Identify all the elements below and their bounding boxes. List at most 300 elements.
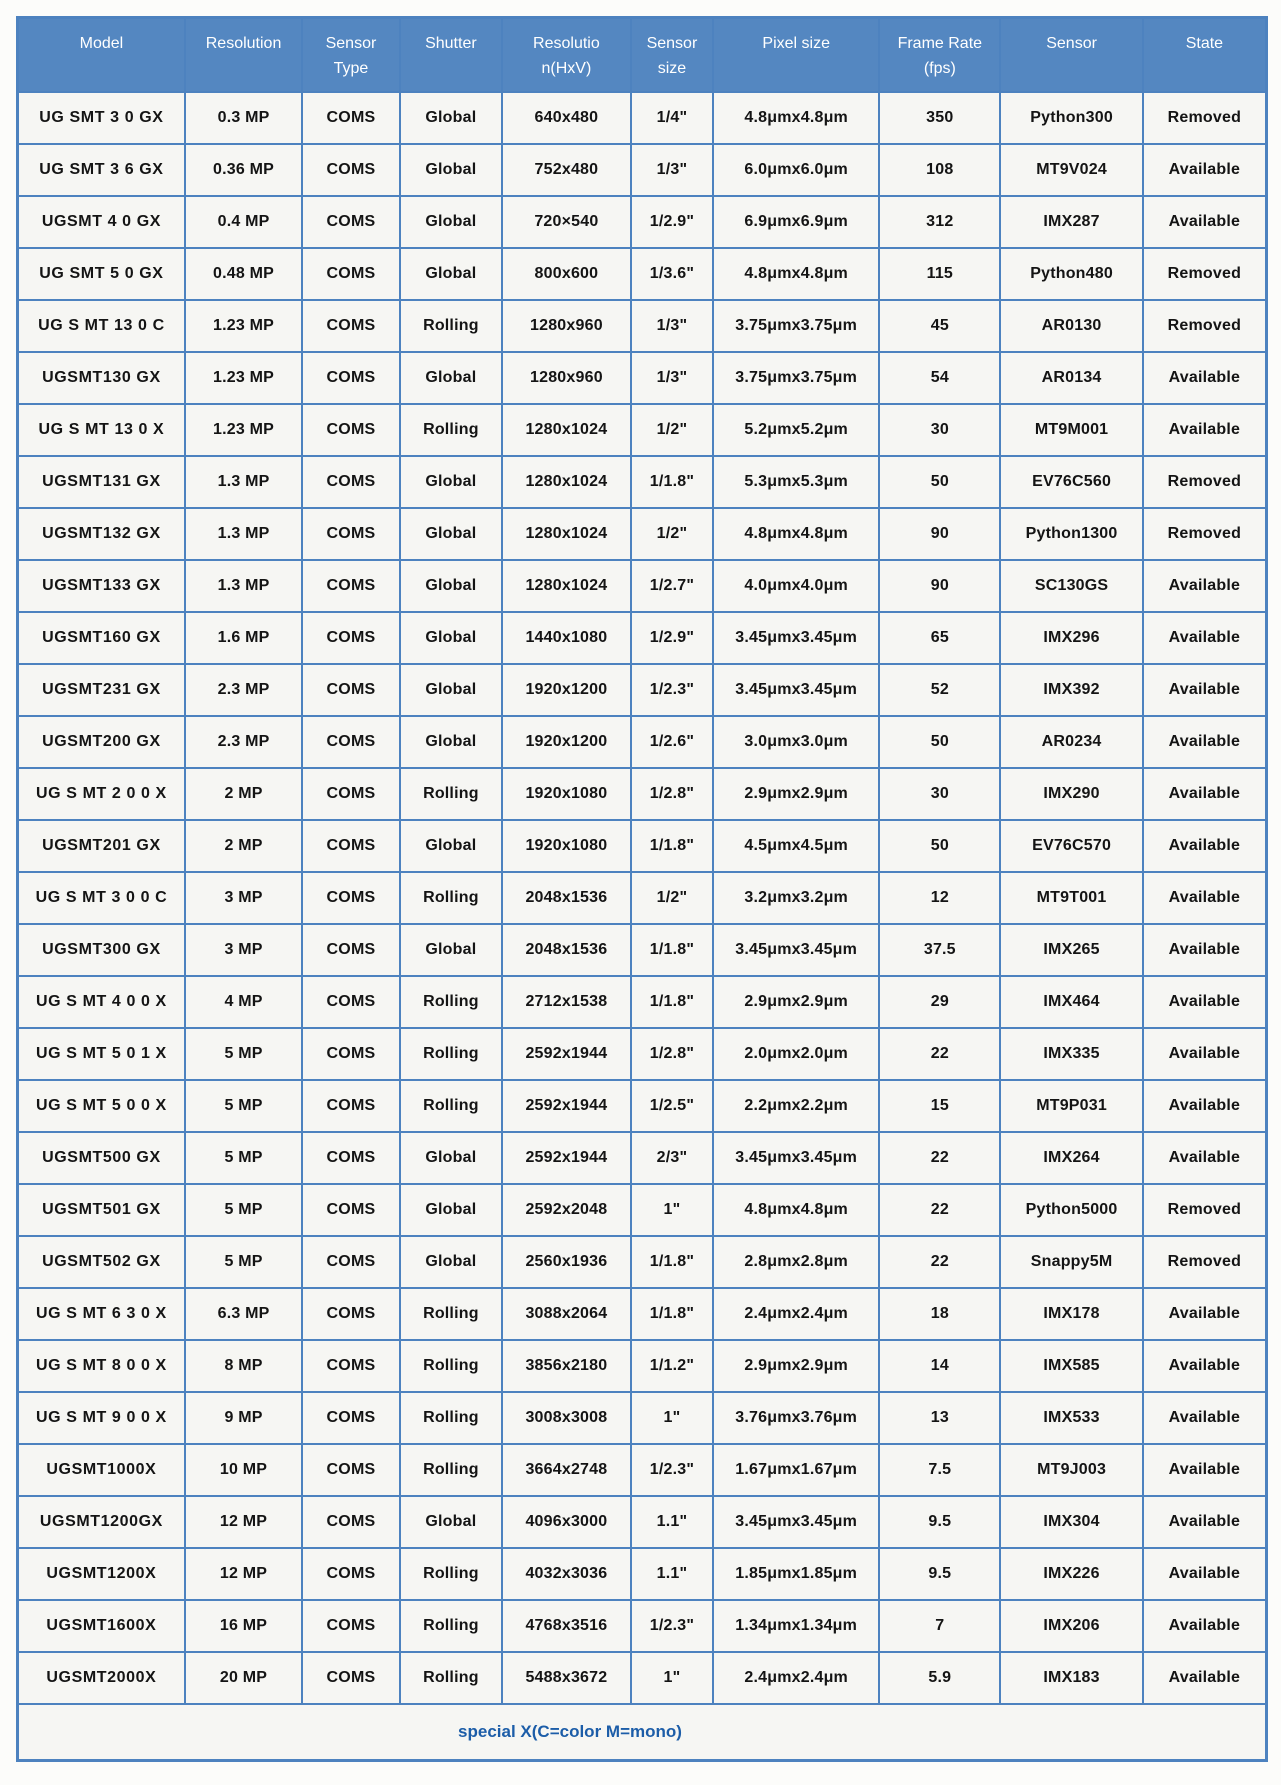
cell-sensor-type: COMS xyxy=(302,1184,399,1236)
table-header xyxy=(18,18,1267,92)
cell-pixel-size: 1.67μmx1.67μm xyxy=(713,1444,879,1496)
cell-frame-rate: 54 xyxy=(879,352,1000,404)
cell-state: Available xyxy=(1143,196,1267,248)
cell-frame-rate: 15 xyxy=(879,1080,1000,1132)
cell-sensor: IMX392 xyxy=(1000,664,1142,716)
cell-model: UG S MT 3 0 0 C xyxy=(18,872,185,924)
cell-sensor: IMX335 xyxy=(1000,1028,1142,1080)
header-label: Sensor xyxy=(1046,35,1097,52)
cell-resolution-hxv: 3856x2180 xyxy=(502,1340,631,1392)
cell-sensor-type: COMS xyxy=(302,1132,399,1184)
table-row xyxy=(18,1600,1267,1652)
cell-sensor-type: COMS xyxy=(302,1444,399,1496)
cell-sensor-type: COMS xyxy=(302,508,399,560)
cell-state: Available xyxy=(1143,1600,1267,1652)
table-row xyxy=(18,92,1267,144)
cell-resolution-hxv: 2592x2048 xyxy=(502,1184,631,1236)
table-row xyxy=(18,612,1267,664)
cell-pixel-size: 2.2μmx2.2μm xyxy=(713,1080,879,1132)
cell-resolution: 4 MP xyxy=(185,976,302,1028)
cell-state: Available xyxy=(1143,716,1267,768)
cell-resolution: 2.3 MP xyxy=(185,664,302,716)
column-header-resolution-hxv xyxy=(502,18,631,92)
header-label: State xyxy=(1185,35,1224,52)
table-row xyxy=(18,144,1267,196)
cell-shutter: Rolling xyxy=(400,768,502,820)
cell-frame-rate: 29 xyxy=(879,976,1000,1028)
cell-resolution: 1.6 MP xyxy=(185,612,302,664)
cell-resolution: 1.3 MP xyxy=(185,508,302,560)
cell-model: UG S MT 5 0 1 X xyxy=(18,1028,185,1080)
cell-sensor-size: 1" xyxy=(631,1652,713,1704)
cell-model: UGSMT132 GX xyxy=(18,508,185,560)
cell-state: Available xyxy=(1143,1496,1267,1548)
cell-sensor-type: COMS xyxy=(302,1080,399,1132)
cell-resolution: 0.3 MP xyxy=(185,92,302,144)
cell-shutter: Rolling xyxy=(400,300,502,352)
cell-sensor: AR0234 xyxy=(1000,716,1142,768)
cell-frame-rate: 12 xyxy=(879,872,1000,924)
sensor-models-table-wrap xyxy=(16,16,1268,1762)
cell-frame-rate: 13 xyxy=(879,1392,1000,1444)
cell-shutter: Global xyxy=(400,508,502,560)
header-label: Sensor xyxy=(646,35,698,52)
cell-pixel-size: 4.8μmx4.8μm xyxy=(713,248,879,300)
cell-resolution: 1.23 MP xyxy=(185,300,302,352)
cell-frame-rate: 350 xyxy=(879,92,1000,144)
cell-state: Available xyxy=(1143,976,1267,1028)
cell-resolution: 5 MP xyxy=(185,1236,302,1288)
cell-pixel-size: 4.0μmx4.0μm xyxy=(713,560,879,612)
cell-resolution-hxv: 1280x1024 xyxy=(502,456,631,508)
cell-model: UGSMT 4 0 GX xyxy=(18,196,185,248)
cell-model: UGSMT131 GX xyxy=(18,456,185,508)
cell-sensor: MT9V024 xyxy=(1000,144,1142,196)
cell-resolution-hxv: 2048x1536 xyxy=(502,872,631,924)
cell-state: Available xyxy=(1143,1028,1267,1080)
header-label-line2: size xyxy=(657,59,687,77)
cell-state: Available xyxy=(1143,1444,1267,1496)
cell-model: UG S MT 6 3 0 X xyxy=(18,1288,185,1340)
cell-shutter: Global xyxy=(400,248,502,300)
cell-model: UGSMT200 GX xyxy=(18,716,185,768)
cell-sensor: IMX290 xyxy=(1000,768,1142,820)
cell-model: UGSMT130 GX xyxy=(18,352,185,404)
column-header-pixel-size xyxy=(713,18,879,92)
cell-state: Removed xyxy=(1143,456,1267,508)
cell-pixel-size: 3.76μmx3.76μm xyxy=(713,1392,879,1444)
cell-frame-rate: 90 xyxy=(879,508,1000,560)
cell-resolution: 0.4 MP xyxy=(185,196,302,248)
cell-frame-rate: 90 xyxy=(879,560,1000,612)
cell-resolution-hxv: 2592x1944 xyxy=(502,1132,631,1184)
cell-shutter: Rolling xyxy=(400,1288,502,1340)
cell-frame-rate: 22 xyxy=(879,1132,1000,1184)
cell-sensor-type: COMS xyxy=(302,560,399,612)
cell-frame-rate: 108 xyxy=(879,144,1000,196)
table-row xyxy=(18,1496,1267,1548)
cell-resolution: 9 MP xyxy=(185,1392,302,1444)
cell-sensor-size: 1/2.6" xyxy=(631,716,713,768)
header-row xyxy=(18,18,1267,92)
table-row xyxy=(18,456,1267,508)
cell-frame-rate: 37.5 xyxy=(879,924,1000,976)
cell-sensor: EV76C560 xyxy=(1000,456,1142,508)
cell-sensor-size: 1/1.2" xyxy=(631,1340,713,1392)
cell-shutter: Rolling xyxy=(400,976,502,1028)
cell-sensor-size: 1/1.8" xyxy=(631,976,713,1028)
cell-resolution-hxv: 4096x3000 xyxy=(502,1496,631,1548)
cell-frame-rate: 52 xyxy=(879,664,1000,716)
cell-resolution: 1.23 MP xyxy=(185,404,302,456)
cell-resolution-hxv: 1920x1200 xyxy=(502,664,631,716)
cell-shutter: Global xyxy=(400,1132,502,1184)
cell-sensor-size: 1" xyxy=(631,1184,713,1236)
cell-resolution-hxv: 4768x3516 xyxy=(502,1600,631,1652)
cell-resolution-hxv: 1280x960 xyxy=(502,352,631,404)
cell-resolution: 0.36 MP xyxy=(185,144,302,196)
cell-sensor-type: COMS xyxy=(302,404,399,456)
cell-model: UGSMT502 GX xyxy=(18,1236,185,1288)
cell-pixel-size: 3.45μmx3.45μm xyxy=(713,1496,879,1548)
header-label: Sensor xyxy=(325,35,377,52)
cell-model: UG S MT 13 0 X xyxy=(18,404,185,456)
cell-shutter: Rolling xyxy=(400,1652,502,1704)
cell-sensor-size: 1" xyxy=(631,1392,713,1444)
table-row xyxy=(18,404,1267,456)
cell-pixel-size: 2.9μmx2.9μm xyxy=(713,976,879,1028)
cell-resolution: 1.3 MP xyxy=(185,560,302,612)
cell-pixel-size: 6.9μmx6.9μm xyxy=(713,196,879,248)
cell-shutter: Global xyxy=(400,196,502,248)
cell-sensor-type: COMS xyxy=(302,144,399,196)
cell-resolution: 5 MP xyxy=(185,1132,302,1184)
cell-frame-rate: 65 xyxy=(879,612,1000,664)
cell-sensor: AR0134 xyxy=(1000,352,1142,404)
footer-note-cell xyxy=(18,1704,1267,1761)
cell-resolution: 16 MP xyxy=(185,1600,302,1652)
cell-pixel-size: 2.4μmx2.4μm xyxy=(713,1288,879,1340)
cell-sensor-type: COMS xyxy=(302,196,399,248)
cell-sensor-size: 1/3" xyxy=(631,144,713,196)
cell-sensor-type: COMS xyxy=(302,248,399,300)
cell-pixel-size: 5.3μmx5.3μm xyxy=(713,456,879,508)
cell-sensor: IMX183 xyxy=(1000,1652,1142,1704)
cell-sensor: IMX533 xyxy=(1000,1392,1142,1444)
cell-sensor: Python300 xyxy=(1000,92,1142,144)
cell-frame-rate: 22 xyxy=(879,1236,1000,1288)
cell-resolution: 0.48 MP xyxy=(185,248,302,300)
cell-state: Available xyxy=(1143,404,1267,456)
cell-model: UG SMT 3 6 GX xyxy=(18,144,185,196)
table-row xyxy=(18,820,1267,872)
cell-frame-rate: 30 xyxy=(879,404,1000,456)
cell-model: UGSMT500 GX xyxy=(18,1132,185,1184)
table-row xyxy=(18,1132,1267,1184)
cell-model: UG SMT 5 0 GX xyxy=(18,248,185,300)
cell-sensor-size: 1/2.3" xyxy=(631,1600,713,1652)
cell-shutter: Global xyxy=(400,612,502,664)
cell-sensor-type: COMS xyxy=(302,924,399,976)
cell-sensor-size: 1/2.3" xyxy=(631,664,713,716)
cell-resolution-hxv: 1440x1080 xyxy=(502,612,631,664)
cell-resolution: 3 MP xyxy=(185,872,302,924)
cell-resolution: 20 MP xyxy=(185,1652,302,1704)
cell-model: UG S MT 8 0 0 X xyxy=(18,1340,185,1392)
table-footer xyxy=(18,1704,1267,1761)
cell-pixel-size: 3.45μmx3.45μm xyxy=(713,1132,879,1184)
cell-sensor: IMX206 xyxy=(1000,1600,1142,1652)
cell-sensor-type: COMS xyxy=(302,1340,399,1392)
cell-sensor-size: 1/2.9" xyxy=(631,196,713,248)
cell-frame-rate: 22 xyxy=(879,1028,1000,1080)
cell-model: UGSMT1600X xyxy=(18,1600,185,1652)
cell-sensor-size: 1/2.5" xyxy=(631,1080,713,1132)
cell-pixel-size: 2.8μmx2.8μm xyxy=(713,1236,879,1288)
cell-sensor-type: COMS xyxy=(302,1600,399,1652)
cell-pixel-size: 4.8μmx4.8μm xyxy=(713,1184,879,1236)
cell-pixel-size: 3.0μmx3.0μm xyxy=(713,716,879,768)
header-label: Model xyxy=(79,35,124,52)
cell-state: Removed xyxy=(1143,508,1267,560)
cell-pixel-size: 1.34μmx1.34μm xyxy=(713,1600,879,1652)
cell-sensor: IMX296 xyxy=(1000,612,1142,664)
cell-sensor-type: COMS xyxy=(302,92,399,144)
cell-resolution-hxv: 720×540 xyxy=(502,196,631,248)
cell-sensor-size: 1/3" xyxy=(631,352,713,404)
cell-sensor-size: 1/2.8" xyxy=(631,768,713,820)
cell-pixel-size: 4.8μmx4.8μm xyxy=(713,92,879,144)
footer-note: special X(C=color M=mono) xyxy=(458,1721,682,1741)
cell-resolution-hxv: 1280x1024 xyxy=(502,508,631,560)
cell-sensor-size: 1/1.8" xyxy=(631,1288,713,1340)
column-header-state xyxy=(1143,18,1267,92)
cell-resolution: 6.3 MP xyxy=(185,1288,302,1340)
cell-resolution: 2 MP xyxy=(185,820,302,872)
cell-resolution: 1.3 MP xyxy=(185,456,302,508)
cell-state: Available xyxy=(1143,144,1267,196)
cell-resolution: 12 MP xyxy=(185,1496,302,1548)
cell-pixel-size: 2.9μmx2.9μm xyxy=(713,1340,879,1392)
cell-sensor: Python1300 xyxy=(1000,508,1142,560)
cell-shutter: Global xyxy=(400,1236,502,1288)
cell-resolution: 2 MP xyxy=(185,768,302,820)
cell-state: Available xyxy=(1143,1288,1267,1340)
cell-pixel-size: 2.9μmx2.9μm xyxy=(713,768,879,820)
cell-state: Available xyxy=(1143,1652,1267,1704)
cell-sensor: MT9T001 xyxy=(1000,872,1142,924)
table-row xyxy=(18,1080,1267,1132)
table-row xyxy=(18,716,1267,768)
cell-sensor: IMX226 xyxy=(1000,1548,1142,1600)
cell-sensor-type: COMS xyxy=(302,976,399,1028)
cell-model: UGSMT133 GX xyxy=(18,560,185,612)
cell-model: UGSMT160 GX xyxy=(18,612,185,664)
cell-sensor-size: 1/1.8" xyxy=(631,456,713,508)
table-row xyxy=(18,248,1267,300)
cell-shutter: Rolling xyxy=(400,1600,502,1652)
cell-state: Available xyxy=(1143,1392,1267,1444)
cell-shutter: Global xyxy=(400,560,502,612)
cell-state: Removed xyxy=(1143,1236,1267,1288)
cell-frame-rate: 50 xyxy=(879,456,1000,508)
cell-pixel-size: 3.75μmx3.75μm xyxy=(713,300,879,352)
column-header-sensor-type xyxy=(302,18,399,92)
cell-resolution: 12 MP xyxy=(185,1548,302,1600)
cell-resolution: 1.23 MP xyxy=(185,352,302,404)
cell-resolution-hxv: 4032x3036 xyxy=(502,1548,631,1600)
cell-sensor-size: 1/2.7" xyxy=(631,560,713,612)
cell-state: Removed xyxy=(1143,248,1267,300)
cell-model: UGSMT300 GX xyxy=(18,924,185,976)
cell-resolution-hxv: 752x480 xyxy=(502,144,631,196)
cell-pixel-size: 4.5μmx4.5μm xyxy=(713,820,879,872)
table-row xyxy=(18,508,1267,560)
column-header-sensor-size xyxy=(631,18,713,92)
cell-resolution-hxv: 2048x1536 xyxy=(502,924,631,976)
cell-state: Available xyxy=(1143,612,1267,664)
table-row xyxy=(18,872,1267,924)
header-label: Resolution xyxy=(205,35,282,52)
cell-sensor-type: COMS xyxy=(302,456,399,508)
header-label: Frame Rate xyxy=(897,35,983,52)
cell-model: UGSMT501 GX xyxy=(18,1184,185,1236)
table-row xyxy=(18,1444,1267,1496)
footer-row xyxy=(18,1704,1267,1761)
cell-sensor-size: 1/3" xyxy=(631,300,713,352)
cell-resolution: 5 MP xyxy=(185,1028,302,1080)
cell-model: UGSMT2000X xyxy=(18,1652,185,1704)
cell-state: Removed xyxy=(1143,300,1267,352)
table-row xyxy=(18,1548,1267,1600)
cell-shutter: Rolling xyxy=(400,1548,502,1600)
cell-state: Removed xyxy=(1143,92,1267,144)
cell-sensor-type: COMS xyxy=(302,612,399,664)
cell-shutter: Rolling xyxy=(400,404,502,456)
cell-sensor-size: 1/2" xyxy=(631,508,713,560)
table-row xyxy=(18,352,1267,404)
cell-sensor: AR0130 xyxy=(1000,300,1142,352)
cell-shutter: Rolling xyxy=(400,872,502,924)
cell-shutter: Global xyxy=(400,716,502,768)
cell-model: UG S MT 2 0 0 X xyxy=(18,768,185,820)
cell-sensor-size: 1/2" xyxy=(631,404,713,456)
cell-resolution-hxv: 1280x960 xyxy=(502,300,631,352)
cell-sensor: IMX464 xyxy=(1000,976,1142,1028)
cell-shutter: Global xyxy=(400,820,502,872)
table-row xyxy=(18,1340,1267,1392)
cell-sensor: SC130GS xyxy=(1000,560,1142,612)
column-header-frame-rate xyxy=(879,18,1000,92)
cell-shutter: Global xyxy=(400,924,502,976)
cell-shutter: Rolling xyxy=(400,1444,502,1496)
cell-resolution-hxv: 1920x1200 xyxy=(502,716,631,768)
table-row xyxy=(18,1652,1267,1704)
cell-shutter: Rolling xyxy=(400,1392,502,1444)
cell-frame-rate: 14 xyxy=(879,1340,1000,1392)
cell-pixel-size: 3.75μmx3.75μm xyxy=(713,352,879,404)
cell-resolution-hxv: 3664x2748 xyxy=(502,1444,631,1496)
cell-model: UG S MT 5 0 0 X xyxy=(18,1080,185,1132)
cell-frame-rate: 5.9 xyxy=(879,1652,1000,1704)
cell-resolution: 5 MP xyxy=(185,1080,302,1132)
cell-pixel-size: 4.8μmx4.8μm xyxy=(713,508,879,560)
table-row xyxy=(18,1184,1267,1236)
cell-resolution-hxv: 2592x1944 xyxy=(502,1028,631,1080)
cell-frame-rate: 50 xyxy=(879,820,1000,872)
table-row xyxy=(18,1028,1267,1080)
cell-frame-rate: 7.5 xyxy=(879,1444,1000,1496)
cell-sensor-size: 1/4" xyxy=(631,92,713,144)
cell-resolution-hxv: 5488x3672 xyxy=(502,1652,631,1704)
cell-resolution-hxv: 800x600 xyxy=(502,248,631,300)
cell-state: Available xyxy=(1143,1080,1267,1132)
cell-state: Available xyxy=(1143,924,1267,976)
cell-pixel-size: 3.2μmx3.2μm xyxy=(713,872,879,924)
cell-resolution-hxv: 1920x1080 xyxy=(502,820,631,872)
header-label-line2: n(HxV) xyxy=(541,59,592,77)
cell-resolution: 10 MP xyxy=(185,1444,302,1496)
cell-pixel-size: 2.0μmx2.0μm xyxy=(713,1028,879,1080)
cell-state: Removed xyxy=(1143,1184,1267,1236)
cell-state: Available xyxy=(1143,560,1267,612)
cell-sensor-type: COMS xyxy=(302,1652,399,1704)
cell-state: Available xyxy=(1143,820,1267,872)
cell-resolution: 5 MP xyxy=(185,1184,302,1236)
cell-sensor-type: COMS xyxy=(302,820,399,872)
cell-sensor-size: 1/2" xyxy=(631,872,713,924)
cell-state: Available xyxy=(1143,1548,1267,1600)
cell-frame-rate: 30 xyxy=(879,768,1000,820)
table-row xyxy=(18,768,1267,820)
column-header-shutter xyxy=(400,18,502,92)
cell-sensor-size: 2/3" xyxy=(631,1132,713,1184)
cell-state: Available xyxy=(1143,352,1267,404)
cell-sensor-size: 1/1.8" xyxy=(631,820,713,872)
cell-shutter: Global xyxy=(400,92,502,144)
sensor-models-table xyxy=(16,16,1268,1762)
cell-shutter: Global xyxy=(400,352,502,404)
cell-sensor-type: COMS xyxy=(302,1236,399,1288)
cell-sensor-size: 1/2.8" xyxy=(631,1028,713,1080)
cell-sensor: IMX265 xyxy=(1000,924,1142,976)
cell-sensor-size: 1.1" xyxy=(631,1548,713,1600)
cell-frame-rate: 22 xyxy=(879,1184,1000,1236)
cell-sensor: Python480 xyxy=(1000,248,1142,300)
cell-model: UGSMT1200GX xyxy=(18,1496,185,1548)
table-body xyxy=(18,92,1267,1704)
cell-shutter: Rolling xyxy=(400,1028,502,1080)
cell-shutter: Global xyxy=(400,144,502,196)
table-row xyxy=(18,1392,1267,1444)
cell-sensor-size: 1.1" xyxy=(631,1496,713,1548)
cell-state: Available xyxy=(1143,768,1267,820)
cell-sensor-size: 1/1.8" xyxy=(631,924,713,976)
cell-model: UGSMT231 GX xyxy=(18,664,185,716)
cell-pixel-size: 3.45μmx3.45μm xyxy=(713,612,879,664)
cell-resolution-hxv: 3008x3008 xyxy=(502,1392,631,1444)
cell-resolution-hxv: 2592x1944 xyxy=(502,1080,631,1132)
cell-sensor: IMX585 xyxy=(1000,1340,1142,1392)
header-label-line2: (fps) xyxy=(923,59,956,77)
cell-sensor-type: COMS xyxy=(302,300,399,352)
cell-sensor: IMX264 xyxy=(1000,1132,1142,1184)
cell-sensor-type: COMS xyxy=(302,352,399,404)
cell-resolution-hxv: 3088x2064 xyxy=(502,1288,631,1340)
cell-sensor-size: 1/3.6" xyxy=(631,248,713,300)
column-header-model xyxy=(18,18,185,92)
table-row xyxy=(18,196,1267,248)
